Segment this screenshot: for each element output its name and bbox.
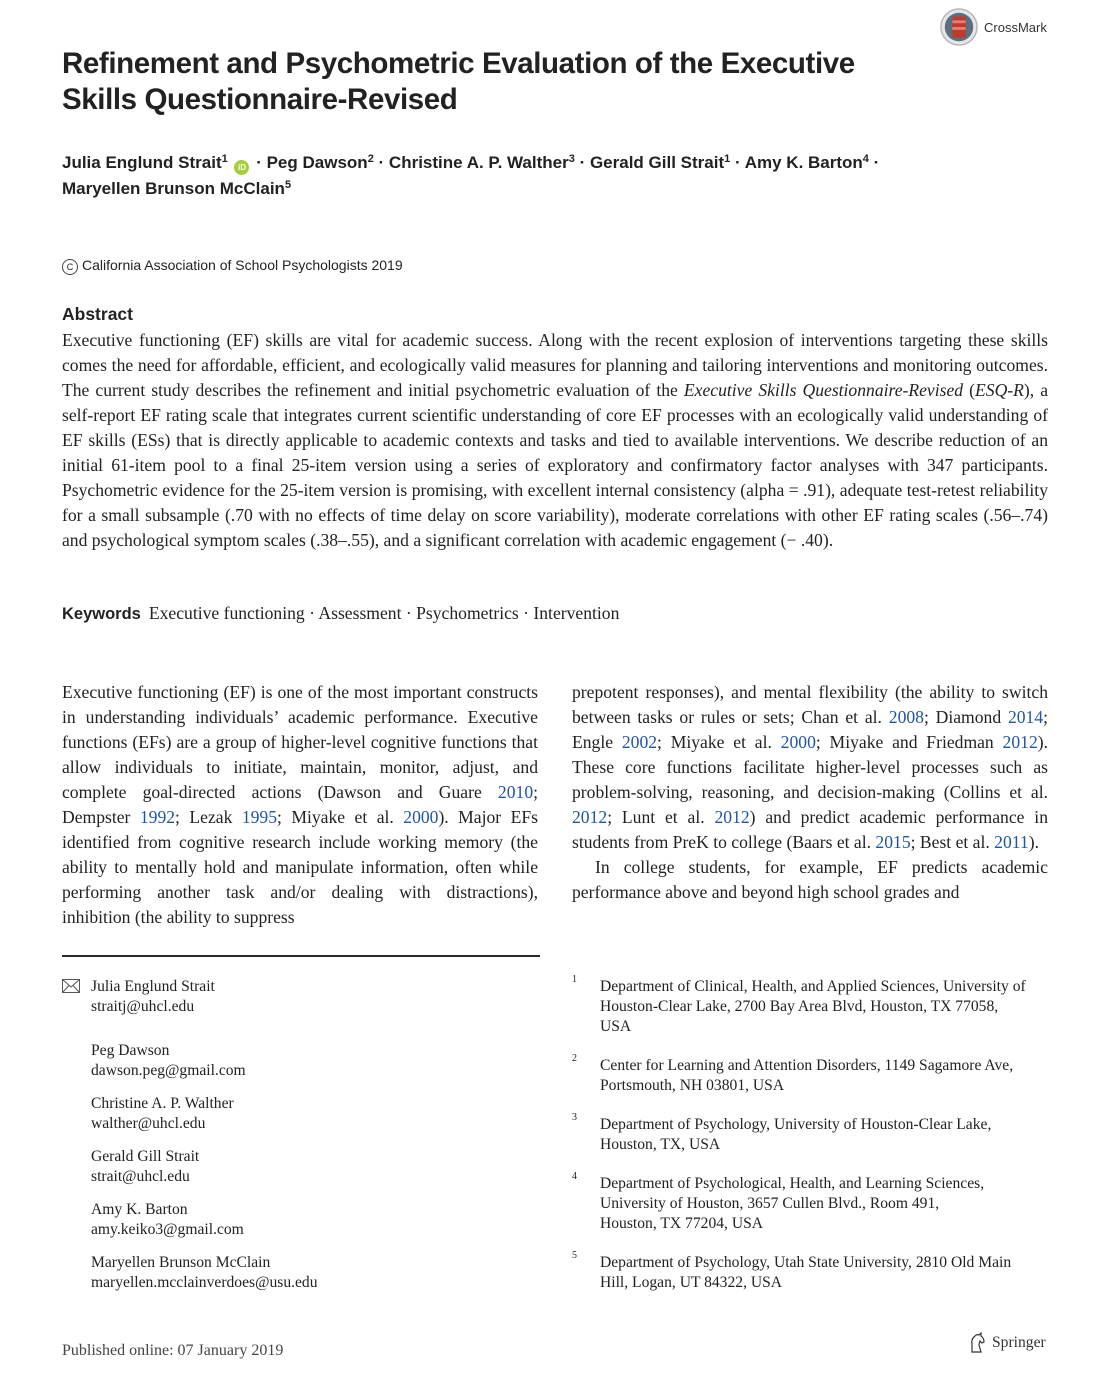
contact-email[interactable]: amy.keiko3@gmail.com xyxy=(91,1221,244,1238)
contact-entry xyxy=(91,977,431,1017)
body-text: ; Miyake et al. xyxy=(657,732,781,752)
copyright-line xyxy=(62,257,403,275)
affiliation-line: Department of Psychological, Health, and Learning Sciences, xyxy=(600,1175,985,1192)
springer-logo[interactable] xyxy=(968,1332,1046,1354)
contact-entry xyxy=(91,1147,431,1187)
contact-email[interactable]: walther@uhcl.edu xyxy=(91,1115,206,1132)
affiliation-line: Center for Learning and Attention Disorders, 1149 Sagamore Ave, xyxy=(600,1057,1014,1074)
contact-name: Amy K. Barton xyxy=(91,1201,188,1218)
orcid-icon[interactable]: iD xyxy=(234,160,249,175)
body-text: ). Major EFs identified from cognitive research include working memory (the ability to mentally hold and manipulate information, often while performing another task and/or dealing with distractions), inhibition (the ability to suppress xyxy=(62,807,538,927)
body-paragraph xyxy=(62,680,538,930)
affiliation xyxy=(572,974,1052,1037)
title-line-1: Refinement and Psychometric Evaluation of the Executive xyxy=(62,47,855,80)
affiliation-number: 1 xyxy=(572,974,577,985)
citation-link[interactable]: 2012 xyxy=(572,807,608,827)
contact-name: Julia Englund Strait xyxy=(91,978,215,995)
body-text: ) and predict academic performance in students from PreK to college (Baars et al. xyxy=(572,807,1048,852)
body-text: ). These core functions facilitate higher-level processes such as problem-solving, reasoning, and decision-making (Collins et al. xyxy=(572,732,1048,802)
affiliation xyxy=(572,1250,1052,1293)
citation-link[interactable]: 2008 xyxy=(888,707,924,727)
author-affiliation-mark: 3 xyxy=(568,153,575,165)
springer-label: Springer xyxy=(992,1334,1046,1351)
contact-entry xyxy=(91,1094,431,1134)
affiliation xyxy=(572,1112,1052,1155)
citation-link[interactable]: 2015 xyxy=(875,832,911,852)
affiliation-line: Houston, TX 77204, USA xyxy=(600,1215,764,1232)
affiliation xyxy=(572,1171,1052,1234)
affiliation-line: Hill, Logan, UT 84322, USA xyxy=(600,1274,783,1291)
contact-email[interactable]: strait@uhcl.edu xyxy=(91,1168,190,1185)
citation-link[interactable]: 1995 xyxy=(241,807,278,827)
author-affiliation-mark: 5 xyxy=(284,179,292,191)
contact-entry xyxy=(91,1200,431,1240)
keywords-label: Keywords xyxy=(62,605,141,623)
keywords-text: Executive functioning · Assessment · Psychometrics · Intervention xyxy=(148,603,620,623)
body-text: Executive functioning (EF) is one of the most important constructs in understanding individuals’ academic performance. Executive functions (EFs) are a group of higher-level cognitive functions that allow individuals to initiate, maintain, monitor, adjust, and complete goal-directed actions (Dawson and Guare xyxy=(62,682,538,802)
abstract-segment: ( xyxy=(963,380,976,400)
body-text: ). xyxy=(1028,832,1039,852)
body-text: ; Miyake et al. xyxy=(277,807,404,827)
affiliation-line: Houston, TX, USA xyxy=(600,1136,721,1153)
abstract-text xyxy=(62,328,1048,553)
copyright-icon: C xyxy=(62,259,78,275)
citation-link[interactable]: 2000 xyxy=(403,807,439,827)
author-name[interactable]: Christine A. P. Walther xyxy=(388,153,569,172)
body-text: ; Engle xyxy=(572,707,1049,752)
author-affiliation-mark: 2 xyxy=(367,153,374,165)
affiliation-line: Department of Clinical, Health, and Applied Sciences, University of xyxy=(600,978,1026,995)
contact-email[interactable]: dawson.peg@gmail.com xyxy=(91,1062,246,1079)
citation-link[interactable]: 2014 xyxy=(1007,707,1044,727)
crossmark-icon xyxy=(940,8,978,46)
footnote-divider xyxy=(62,955,540,957)
body-column-left xyxy=(62,680,538,930)
abstract-segment: ), a self-report EF rating scale that integrates current scientific understanding of core EF processes with an ecologically valid understanding of EF skills (ESs) that is directly applicable to academic contexts and tasks and tied to available interventions. We describe reduction of an initial 61-item pool to a final 25-item version using a series of exploratory and confirmatory factor analyses with 347 participants. Psychometric evidence for the 25-item version is promising, with excellent internal consistency (alpha = .91), adequate test-retest reliability for a small subsample (.70 with no effects of time delay on score variability), moderate correlations with other EF rating scales (.56–.74) and psychological symptom scales (.38–.55), and a significant correlation with academic engagement (− .40). xyxy=(62,380,1049,550)
citation-link[interactable]: 2010 xyxy=(497,782,534,802)
body-paragraph xyxy=(572,680,1048,855)
author-name[interactable]: Peg Dawson xyxy=(266,153,368,172)
citation-link[interactable]: 2002 xyxy=(621,732,658,752)
affiliation-number: 3 xyxy=(572,1112,577,1123)
abstract-italic: Executive Skills Questionnaire-Revised xyxy=(683,380,964,400)
citation-link[interactable]: 2000 xyxy=(780,732,816,752)
body-text: ; Lezak xyxy=(175,807,242,827)
contact-entry xyxy=(91,1253,431,1293)
affiliation xyxy=(572,1053,1052,1096)
affiliation-line: Portsmouth, NH 03801, USA xyxy=(600,1077,785,1094)
body-column-right xyxy=(572,680,1048,905)
citation-link[interactable]: 2012 xyxy=(1002,732,1038,752)
affiliation-line: USA xyxy=(600,1018,632,1035)
envelope-icon xyxy=(62,979,80,993)
body-text: ; Lunt et al. xyxy=(607,807,715,827)
affiliation-line: Department of Psychology, Utah State University, 2810 Old Main xyxy=(600,1254,1012,1271)
abstract-heading: Abstract xyxy=(62,304,133,324)
crossmark-badge[interactable] xyxy=(940,6,1058,48)
citation-link[interactable]: 2011 xyxy=(994,832,1029,852)
citation-link[interactable]: 2012 xyxy=(714,807,750,827)
affiliation-line: Department of Psychology, University of Houston-Clear Lake, xyxy=(600,1116,992,1133)
citation-link[interactable]: 1992 xyxy=(139,807,176,827)
copyright-text: California Association of School Psychologists 2019 xyxy=(82,257,403,273)
keywords xyxy=(62,603,619,624)
contact-name: Gerald Gill Strait xyxy=(91,1148,200,1165)
body-text: ; Diamond xyxy=(923,707,1008,727)
crossmark-label: CrossMark xyxy=(984,19,1047,35)
body-paragraph: In college students, for example, EF predicts academic performance above and beyond high school grades and xyxy=(572,857,1048,902)
abstract-segment: Executive functioning (EF) skills are vital for academic success. Along with the recent explosion of interventions targeting these skills comes the need for affordable, efficient, and ecologically valid measures for planning and tailoring interventions and monitoring outcomes. The current study describes the refinement and initial psychometric evaluation of the xyxy=(62,330,1048,400)
affiliation-number: 2 xyxy=(572,1053,577,1064)
contact-name: Peg Dawson xyxy=(91,1042,170,1059)
body-text: ; Dempster xyxy=(62,782,538,827)
author-name[interactable]: Maryellen Brunson McClain xyxy=(62,179,285,198)
affiliation-line: Houston-Clear Lake, 2700 Bay Area Blvd, Houston, TX 77058, xyxy=(600,998,999,1015)
contact-entry xyxy=(91,1041,431,1081)
springer-horse-icon xyxy=(968,1332,988,1354)
contact-email[interactable]: straitj@uhcl.edu xyxy=(91,998,195,1015)
author-affiliation-mark: 4 xyxy=(862,153,869,165)
published-date: Published online: 07 January 2019 xyxy=(62,1342,284,1359)
author-name[interactable]: Amy K. Barton xyxy=(744,153,863,172)
affiliation-number: 4 xyxy=(572,1171,577,1182)
affiliation-number: 5 xyxy=(572,1250,577,1261)
body-text: ; Best et al. xyxy=(910,832,995,852)
contact-email[interactable]: maryellen.mcclainverdoes@usu.edu xyxy=(91,1274,318,1291)
contact-name: Maryellen Brunson McClain xyxy=(91,1254,271,1271)
author-name[interactable]: Julia Englund Strait xyxy=(62,153,222,172)
title-line-2: Skills Questionnaire-Revised xyxy=(62,83,458,116)
affiliation-line: University of Houston, 3657 Cullen Blvd., Room 491, xyxy=(600,1195,940,1212)
author-name[interactable]: Gerald Gill Strait xyxy=(589,153,725,172)
author-list: Julia Englund Strait$^1$ iD · Peg Dawson$^2$ · Christine A. P. Walther$^3$ · Gerald Gill Strait$^1$ · Amy K. Barton$^4$ · Maryellen Brunson McClain$^5$ xyxy=(62,153,880,198)
article-title xyxy=(62,46,862,118)
body-text: prepotent responses), and mental flexibility (the ability to switch between tasks or rules or sets; Chan et al. xyxy=(572,682,1048,727)
author-affiliation-mark: 1 xyxy=(724,153,731,165)
author-affiliation-mark: 1 xyxy=(221,153,228,165)
abstract-italic: ESQ-R xyxy=(975,380,1024,400)
contact-name: Christine A. P. Walther xyxy=(91,1095,234,1112)
body-text: ; Miyake and Friedman xyxy=(815,732,1003,752)
